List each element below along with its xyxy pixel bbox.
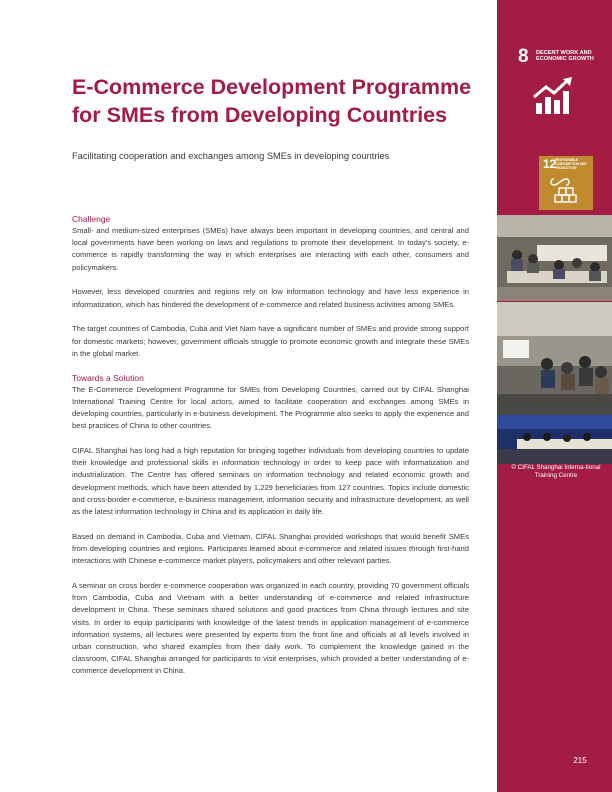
challenge-heading: Challenge (72, 214, 111, 224)
page-number: 215 (573, 756, 587, 765)
sdg12-number: 12 (543, 157, 557, 171)
solution-paragraph: The E-Commerce Development Programme for SMEs from Developing Countries, carried out by CIFAL Shanghai International Training Centre for local actors, aimed to facilitate cooperation and exchanges among SMEs in developing countries, particularly in e-business development. The Programme also seeks to apply the experience and best practices of China to other countries. (72, 384, 469, 431)
solution-paragraph: CIFAL Shanghai has long had a high reputation for bringing together individuals from developing countries to update their knowledge and professional skills in information technology in order to keep pace with informatization and industrialization. The Centre has offered seminars on information technology and related economic growth and development methods, which have been attended by 1,229 beneficiaries from 127 countries. Topics include domestic and cross-border e-commerce, e-business management, information security and infrastructure development, as well as the latest information technology in China and its application in daily life. (72, 446, 469, 517)
solution-heading: Towards a Solution (72, 372, 144, 383)
sdg8-label: DECENT WORK AND ECONOMIC GROWTH (536, 50, 594, 62)
main-content (72, 214, 469, 678)
sdg12-badge (539, 156, 593, 210)
challenge-paragraph: However, less developed countries and regions rely on low information technology and have less experience in informatization, which has hindered the development of e-commerce and related business activities among SMEs. (72, 287, 469, 309)
seminar-photo-3 (497, 415, 612, 464)
challenge-paragraph: Small- and medium-sized enterprises (SMEs) have always been important in developing countries, and central and local governments have been working on laws and regulations to promote their development. In today's society, e-commerce is rapidly transforming the way in which enterprises are interacting with each other, consumers and policymakers. (72, 226, 469, 272)
sdg8-badge (516, 47, 594, 125)
sdg12-label: RESPONSIBLE CONSUMPTION AND PRODUCTION (555, 158, 587, 170)
page-subtitle: Facilitating cooperation and exchanges among SMEs in developing countries (72, 151, 390, 161)
solution-paragraph: Based on demand in Cambodia, Cuba and Vietnam, CIFAL Shanghai provided workshops that would benefit SMEs from developing countries and regions. Participants learned about e-commerce and related issues through first-hand interactions with Chinese e-commerce market players, policymakers and other relevant parties. (72, 531, 469, 566)
page-title: E-Commerce Development Programme for SMEs from Developing Countries (72, 75, 472, 127)
solution-paragraph: A seminar on cross border e-commerce cooperation was organized in each country, providing 70 government officials from Cambodia, Cuba and Vietnam with a better understanding of e-commerce and related infrastructure development in China. These seminars shared solutions and good practices from China through lectures and site visits. In order to equip participants with knowledge of the latest trends in application management of e-commerce information systems, all lectures were presented by experts from the front line and officials at all levels involved in urban construction, who shared examples from their daily work. To complement the knowledge gained in the classroom, CIFAL Shanghai arranged for participants to visit enterprises, which provided a better understanding of e-commerce development in China. (72, 581, 469, 676)
sdg8-number: 8 (518, 46, 529, 67)
seminar-photo-1 (497, 215, 612, 301)
seminar-photo-2 (497, 302, 612, 415)
photo-credit: © CIFAL Shanghai Interna-tional Training Centre (511, 464, 601, 479)
challenge-paragraph: The target countries of Cambodia, Cuba and Viet Nam have a significant number of SMEs and provide strong support for domestic markets; however, government officials struggle to promote economic growth and integrate these SMEs in the global market. (72, 324, 469, 358)
